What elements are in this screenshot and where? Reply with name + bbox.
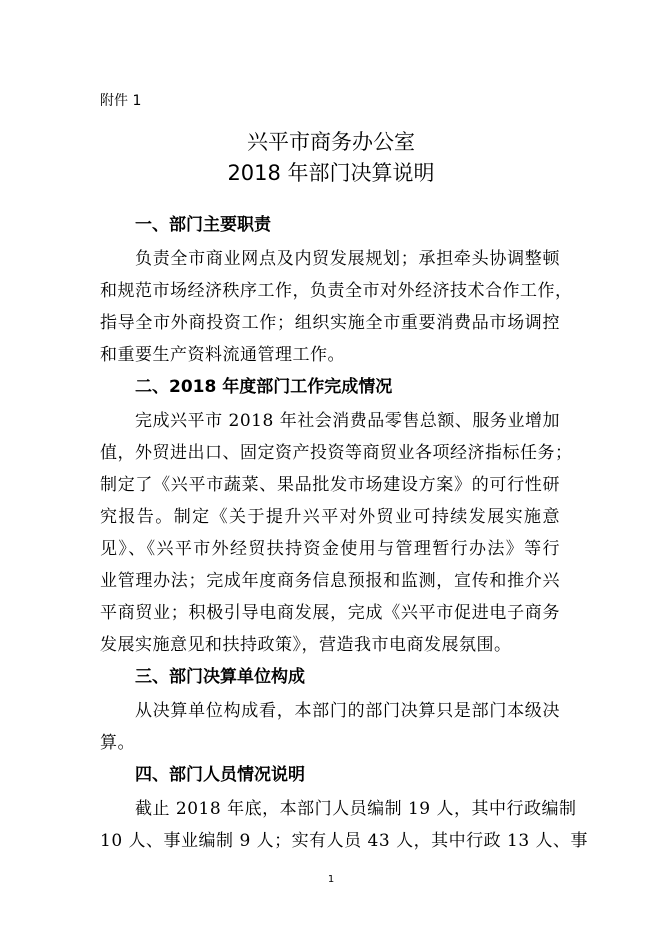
paragraph-line: 10 人、事业编制 9 人；实有人员 43 人，其中行政 13 人、事	[100, 831, 589, 851]
section-heading-duties: 一、部门主要职责	[135, 215, 271, 235]
paragraph-line: 算。	[100, 733, 135, 753]
page-number: 1	[327, 874, 335, 885]
document-title: 兴平市商务办公室	[247, 130, 415, 154]
paragraph-line: 见》、《兴平市外经贸扶持资金使用与管理暂行办法》等行	[100, 539, 560, 559]
paragraph-line: 业管理办法；完成年度商务信息预报和监测，宣传和推介兴	[100, 571, 560, 591]
section-heading-unit-composition: 三、部门决算单位构成	[135, 667, 305, 687]
paragraph-line: 截止 2018 年底，本部门人员编制 19 人，其中行政编制	[135, 799, 577, 819]
paragraph-line: 值，外贸进出口、固定资产投资等商贸业各项经济指标任务；	[100, 443, 573, 463]
paragraph-line: 制定了《兴平市蔬菜、果品批发市场建设方案》的可行性研	[100, 475, 560, 495]
paragraph-line: 指导全市外商投资工作；组织实施全市重要消费品市场调控	[100, 313, 560, 333]
section-heading-work-completion: 二、2018 年度部门工作完成情况	[135, 377, 393, 397]
attachment-label: 附件 1	[100, 93, 142, 109]
paragraph-line: 平商贸业；积极引导电商发展，完成《兴平市促进电子商务	[100, 603, 560, 623]
section-heading-staffing: 四、部门人员情况说明	[135, 765, 305, 785]
paragraph-line: 完成兴平市 2018 年社会消费品零售总额、服务业增加	[135, 411, 560, 431]
paragraph-line: 究报告。制定《关于提升兴平对外贸业可持续发展实施意	[100, 507, 560, 527]
paragraph-line: 和重要生产资料流通管理工作。	[100, 345, 345, 365]
paragraph-line: 从决算单位构成看，本部门的部门决算只是部门本级决	[135, 701, 560, 721]
paragraph-line: 发展实施意见和扶持政策》，营造我市电商发展氛围。	[100, 635, 512, 655]
paragraph-line: 和规范市场经济秩序工作，负责全市对外经济技术合作工作，	[100, 281, 573, 301]
document-subtitle: 2018 年部门决算说明	[227, 161, 435, 185]
paragraph-line: 负责全市商业网点及内贸发展规划；承担牵头协调整顿	[135, 249, 560, 269]
